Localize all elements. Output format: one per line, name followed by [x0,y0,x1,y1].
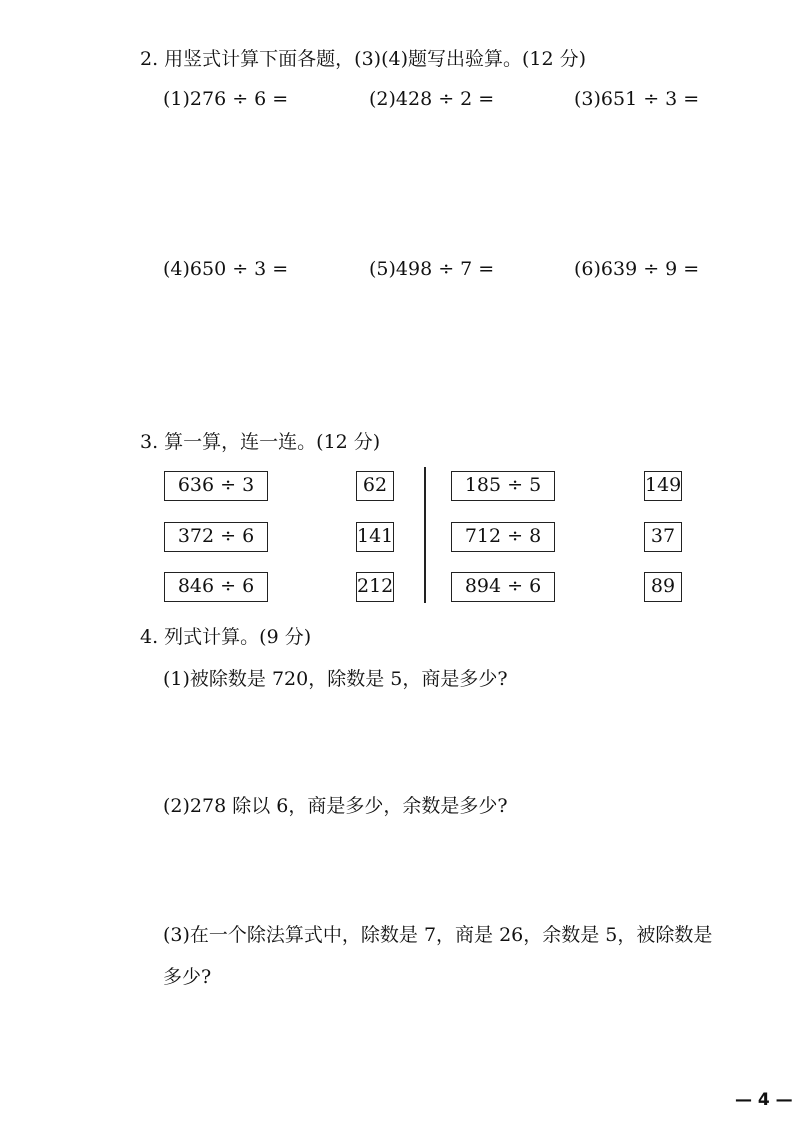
page-number: — 4 — [735,1090,793,1110]
question-1: (1)被除数是 720，除数是 5，商是多少? [163,668,508,690]
left-answer-box[interactable]: 62 [356,471,394,501]
problem-1: (1)276 ÷ 6 = [163,88,289,110]
left-expression-box[interactable]: 636 ÷ 3 [164,471,268,501]
left-expression-box[interactable]: 372 ÷ 6 [164,522,268,552]
question-3-line2: 多少? [163,966,212,988]
section2-heading: 2. 用竖式计算下面各题，(3)(4)题写出验算。(12 分) [140,48,587,70]
left-answer-box[interactable]: 212 [356,572,394,602]
right-answer-box[interactable]: 149 [644,471,682,501]
problem-6: (6)639 ÷ 9 = [574,258,700,280]
problem-3: (3)651 ÷ 3 = [574,88,700,110]
divider-line [424,467,426,603]
problem-5: (5)498 ÷ 7 = [369,258,495,280]
right-answer-box[interactable]: 89 [644,572,682,602]
section3-heading: 3. 算一算，连一连。(12 分) [140,431,381,453]
question-3-line1: (3)在一个除法算式中，除数是 7，商是 26，余数是 5，被除数是 [163,924,713,946]
question-2: (2)278 除以 6，商是多少，余数是多少? [163,795,508,817]
right-answer-box[interactable]: 37 [644,522,682,552]
right-expression-box[interactable]: 894 ÷ 6 [451,572,555,602]
left-expression-box[interactable]: 846 ÷ 6 [164,572,268,602]
problem-4: (4)650 ÷ 3 = [163,258,289,280]
section4-heading: 4. 列式计算。(9 分) [140,626,312,648]
left-answer-box[interactable]: 141 [356,522,394,552]
right-expression-box[interactable]: 185 ÷ 5 [451,471,555,501]
problem-2: (2)428 ÷ 2 = [369,88,495,110]
right-expression-box[interactable]: 712 ÷ 8 [451,522,555,552]
